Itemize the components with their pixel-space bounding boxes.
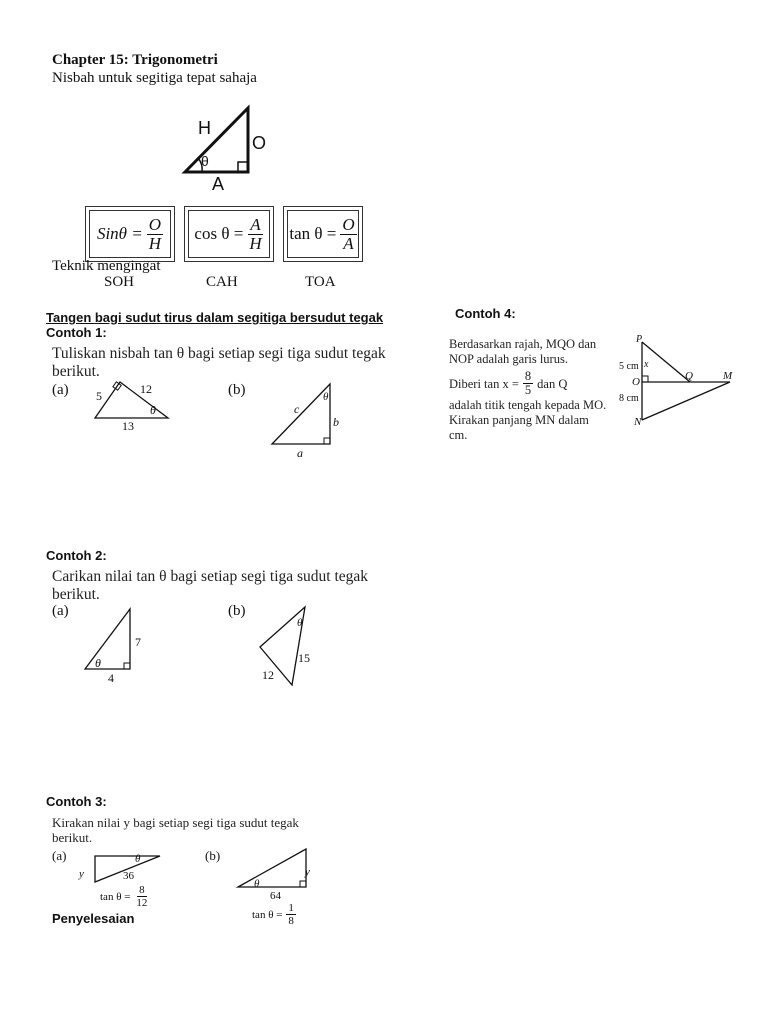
contoh3-a-side-y: y [79,868,84,880]
contoh4-point-q: Q [685,370,693,382]
contoh1-b-side-b: b [333,415,339,429]
contoh4-angle-x: x [644,359,649,370]
cos-lhs: cos θ = [194,224,244,243]
mnemonic-soh: SOH [104,274,135,290]
contoh3-question: Kirakan nilai y bagi setiap segi tiga sudut tegak berikut. [52,815,299,845]
contoh2-question: Carikan nilai tan θ bagi setiap segi tiga sudut tegak berikut. [52,568,369,603]
contoh4-text-2-rhs: dan Q [537,376,568,391]
contoh2-b-side-15: 15 [298,651,310,665]
contoh1-a-side-5: 5 [96,389,102,403]
contoh4-point-o: O [632,376,640,388]
adj-label: A [212,174,225,194]
contoh1-b-triangle [270,380,340,450]
contoh3-b-label: (b) [205,848,221,863]
contoh3-a-side-36: 36 [123,870,134,882]
contoh3-a-theta: θ [135,853,141,865]
contoh4-text-1: Berdasarkan rajah, MQO dan NOP adalah garis lurus. [449,337,597,366]
hyp-label: H [198,118,211,138]
theta-label: θ [201,153,209,169]
mnemonic-cah: CAH [206,274,238,290]
solution-label: Penyelesaian [52,911,135,926]
section-heading: Tangen bagi sudut tirus dalam segitiga bersudut tegak [46,310,384,325]
contoh4-point-m: M [723,370,733,382]
tan-formula-box [283,206,363,262]
contoh3-a-label: (a) [52,848,67,863]
chapter-subtitle: Nisbah untuk segitiga tepat sahaja [52,70,257,86]
contoh1-a-theta: θ [150,403,156,417]
contoh3-a-tan-den: 12 [136,897,148,909]
contoh1-b-theta: θ [323,391,329,403]
contoh3-title: Contoh 3: [46,794,107,809]
contoh3-b-tan-num: 1 [288,902,294,914]
contoh2-title: Contoh 2: [46,548,107,563]
contoh1-b-label: (b) [228,382,246,398]
contoh2-a-theta: θ [95,656,101,670]
contoh2-b-side-12: 12 [262,668,274,682]
mnemonic-title: Teknik mengingat [52,258,161,274]
cos-formula-box [184,206,274,262]
contoh2-a-side-4: 4 [108,671,114,685]
contoh3-b-theta: θ [254,878,260,890]
contoh3-b-tan-lhs: tan θ = [252,908,283,921]
contoh3-a-tan [100,884,149,909]
contoh1-a-label: (a) [52,382,69,398]
contoh3-b-tan-den: 8 [288,915,294,927]
contoh3-b-side-64: 64 [270,890,281,902]
opp-label: O [252,133,267,153]
contoh1-a-triangle [90,378,180,428]
contoh1-title: Contoh 1: [46,325,107,340]
contoh2-b-theta: θ [297,617,303,629]
contoh4-point-n: N [634,416,642,428]
sin-den: H [148,233,162,253]
sin-lhs: Sinθ = [96,224,143,243]
contoh2-a-label: (a) [52,603,69,619]
contoh4-text-2-lhs: Diberi tan x = [449,376,519,391]
contoh3-b-side-y: y [305,866,310,878]
contoh3-a-tan-num: 8 [139,884,145,896]
chapter-title: Chapter 15: Trigonometri [52,52,218,68]
contoh1-b-side-c: c [294,402,300,416]
tan-num: O [342,214,355,234]
contoh1-question: Tuliskan nisbah tan θ bagi setiap segi tiga sudut tegak berikut. [52,345,386,380]
contoh2-a-side-7: 7 [135,635,141,649]
contoh4-length-5cm: 5 cm [619,361,639,372]
contoh2-a-triangle [80,605,140,675]
cos-num: A [250,214,261,234]
contoh4-text-3: adalah titik tengah kepada MO. Kirakan panjang MN dalam cm. [449,398,607,442]
sin-num: O [148,214,162,234]
sin-formula-box [85,206,175,262]
contoh1-a-side-12: 12 [140,382,152,396]
contoh4-point-p: P [636,334,643,345]
tan-lhs: tan θ = [289,224,337,243]
contoh1-a-side-13: 13 [122,419,134,433]
mnemonic-toa: TOA [305,274,336,290]
tan-den: A [343,233,354,253]
contoh4-title: Contoh 4: [455,306,516,321]
contoh4-text-2-den: 5 [524,383,532,397]
contoh1-b-side-a: a [297,446,303,460]
cos-den: H [249,233,262,253]
contoh3-b-triangle [236,847,316,892]
contoh2-b-label: (b) [228,603,246,619]
contoh4-text-2 [449,370,567,397]
contoh3-b-tan [252,902,296,927]
contoh4-length-8cm: 8 cm [619,393,639,404]
contoh4-text-2-num: 8 [524,369,532,383]
contoh3-a-tan-lhs: tan θ = [100,890,131,903]
